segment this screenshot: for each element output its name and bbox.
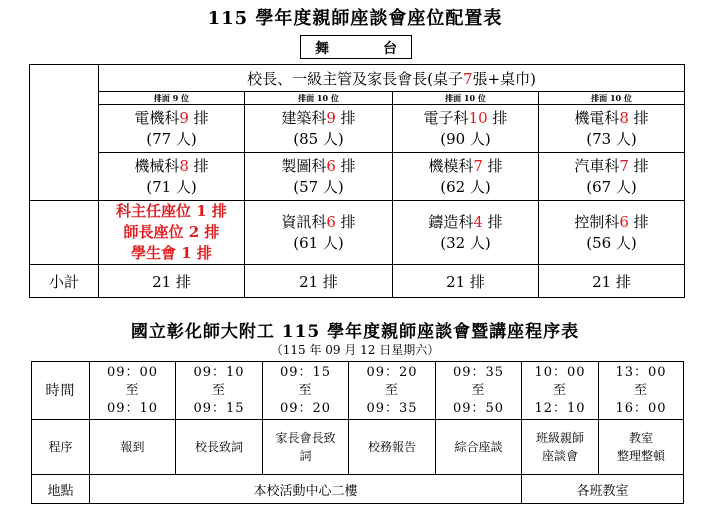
reserved-seats-note: 科主任座位 1 排 師長座位 2 排 學生會 1 排 bbox=[99, 201, 245, 265]
time-label: 時間 bbox=[32, 362, 90, 420]
column-label: 排面 10 位 bbox=[393, 92, 539, 105]
dept-cell: 機械科8 排 (71 人) bbox=[99, 153, 245, 201]
vip-table-count: 7 bbox=[462, 69, 473, 88]
program-item: 報到 bbox=[90, 420, 176, 475]
dept-cell: 資訊科6 排 (61 人) bbox=[245, 201, 393, 265]
column-label: 排面 10 位 bbox=[245, 92, 393, 105]
dept-cell: 電機科9 排 (77 人) bbox=[99, 105, 245, 153]
stage-label-1: 舞 bbox=[315, 41, 329, 57]
dept-cell: 鑄造科4 排 (32 人) bbox=[393, 201, 539, 265]
row-header-blank bbox=[30, 201, 99, 265]
schedule-table bbox=[31, 361, 684, 504]
subtotal-cell: 21 排 bbox=[245, 265, 393, 298]
dept-cell: 建築科9 排 (85 人) bbox=[245, 105, 393, 153]
schedule-date: （115 年 09 月 12 日星期六） bbox=[270, 343, 440, 357]
time-slot: 09：15 至 09：20 bbox=[263, 362, 349, 420]
time-slot: 09：00 至 09：10 bbox=[90, 362, 176, 420]
location-class: 各班教室 bbox=[522, 475, 684, 504]
program-item: 班級親師 座談會 bbox=[522, 420, 599, 475]
dept-cell: 控制科6 排 (56 人) bbox=[539, 201, 685, 265]
dept-cell: 電子科10 排 (90 人) bbox=[393, 105, 539, 153]
program-item: 綜合座談 bbox=[436, 420, 522, 475]
dept-cell: 製圖科6 排 (57 人) bbox=[245, 153, 393, 201]
column-label: 排面 10 位 bbox=[539, 92, 685, 105]
location-main: 本校活動中心二樓 bbox=[90, 475, 522, 504]
vip-row bbox=[99, 65, 685, 92]
dept-cell: 機模科7 排 (62 人) bbox=[393, 153, 539, 201]
program-item: 校長致詞 bbox=[176, 420, 263, 475]
vip-row-prefix: 校長、一級主管及家長會長(桌子 bbox=[247, 69, 463, 88]
location-label: 地點 bbox=[32, 475, 90, 504]
time-slot: 09：10 至 09：15 bbox=[176, 362, 263, 420]
program-item: 家長會長致 詞 bbox=[263, 420, 349, 475]
subtotal-label: 小計 bbox=[30, 265, 99, 298]
program-label: 程序 bbox=[32, 420, 90, 475]
seating-title: 115 學年度親師座談會座位配置表 bbox=[207, 8, 503, 29]
dept-cell: 機電科8 排 (73 人) bbox=[539, 105, 685, 153]
row-header-blank bbox=[30, 65, 99, 201]
time-slot: 13：00 至 16：00 bbox=[599, 362, 684, 420]
time-slot: 10：00 至 12：10 bbox=[522, 362, 599, 420]
subtotal-cell: 21 排 bbox=[393, 265, 539, 298]
subtotal-cell: 21 排 bbox=[99, 265, 245, 298]
schedule-title: 國立彰化師大附工 115 學年度親師座談會暨講座程序表 bbox=[130, 322, 580, 342]
seating-table bbox=[29, 64, 685, 298]
subtotal-cell: 21 排 bbox=[539, 265, 685, 298]
program-item: 校務報告 bbox=[349, 420, 436, 475]
vip-row-suffix: 張+桌巾) bbox=[472, 69, 536, 88]
stage-box bbox=[300, 35, 412, 59]
dept-cell: 汽車科7 排 (67 人) bbox=[539, 153, 685, 201]
column-label: 排面 9 位 bbox=[99, 92, 245, 105]
time-slot: 09：20 至 09：35 bbox=[349, 362, 436, 420]
stage-label-2: 台 bbox=[383, 41, 397, 57]
program-item: 教室 整理整頓 bbox=[599, 420, 684, 475]
time-slot: 09：35 至 09：50 bbox=[436, 362, 522, 420]
